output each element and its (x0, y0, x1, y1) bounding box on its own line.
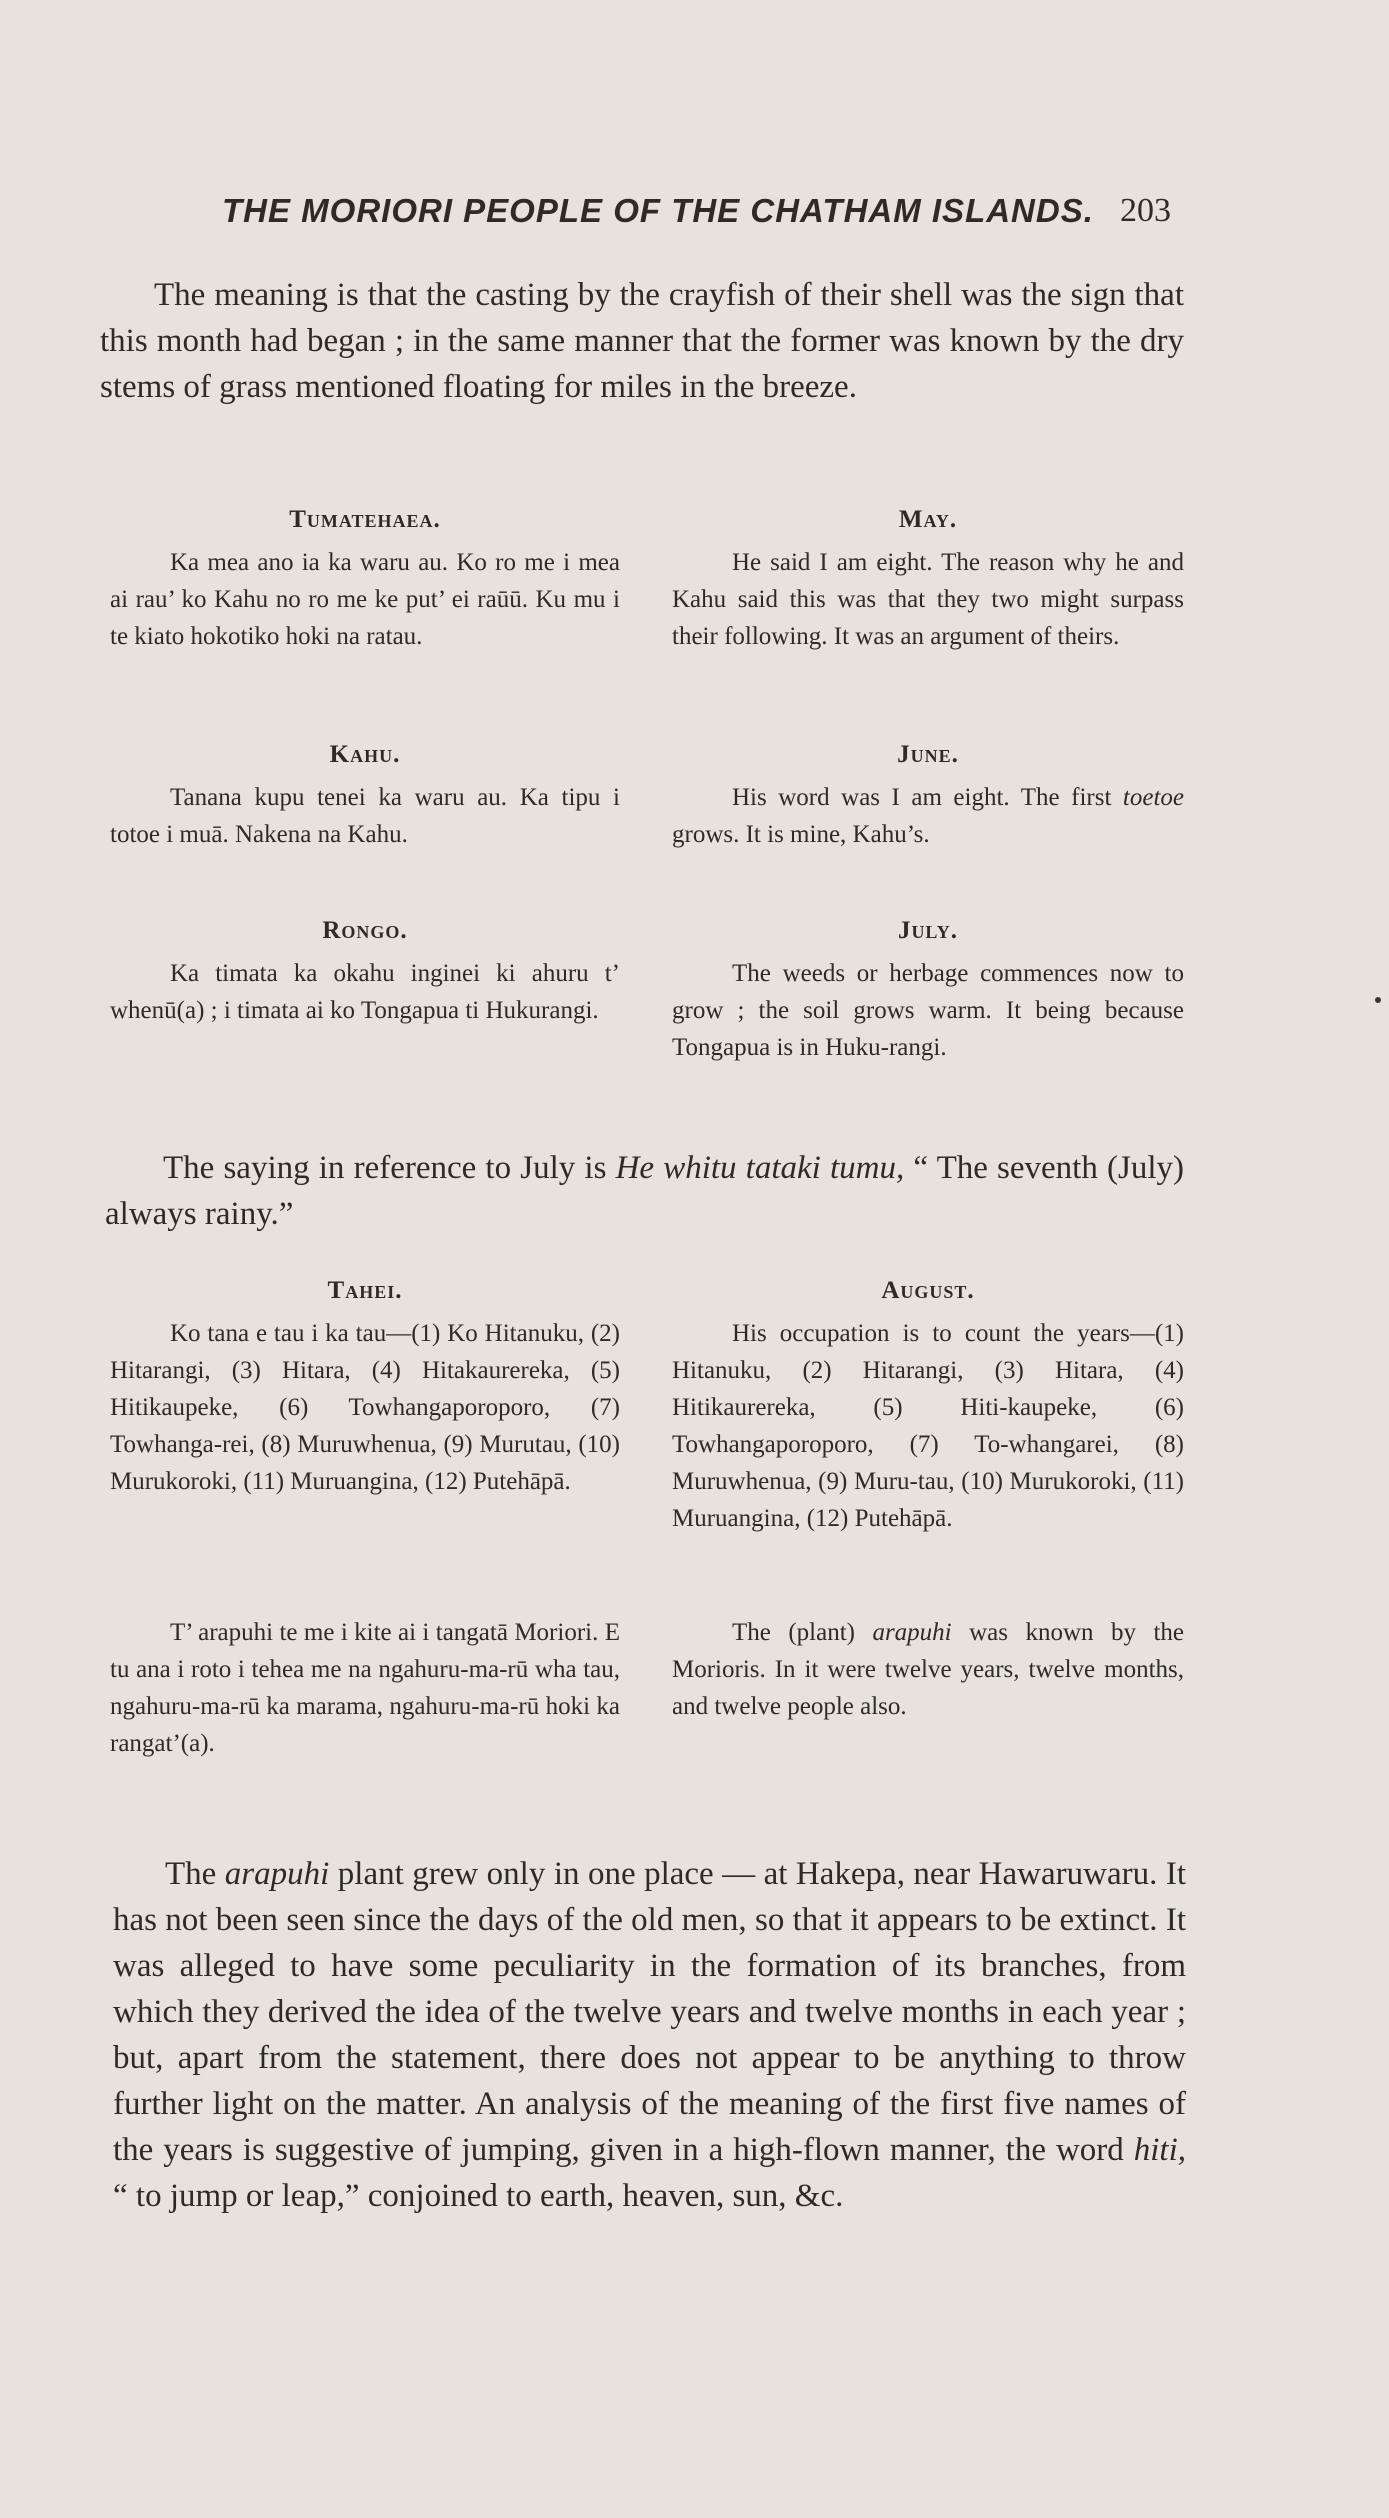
july-heading: July. (897, 917, 959, 944)
july-saying-italic: He whitu tataki tumu, (615, 1150, 905, 1186)
tahei-heading: Tahei. (327, 1277, 403, 1304)
closing-before: The (165, 1856, 225, 1892)
closing-middle: plant grew only in one place — at Hakepa, near Hawaruwaru. It has not been seen since the days of the old men, so that it appears to be extinct. It was alleged to have some peculiarity in the formation of its branches, from which they derived the idea of the twelve years and twelve months in each year ; but, apart from the statement, there does not appear to be anything to throw further light on the matter. An analysis of the meaning of the first five names of the years is suggestive of jumping, given in a high-flown manner, the word (113, 1856, 1186, 2168)
arapuhi-moriori-text (110, 1614, 620, 1762)
kahu-text (110, 779, 620, 853)
june-heading: June. (897, 741, 959, 768)
tumatehaea-text (110, 544, 620, 655)
tumatehaea-column (110, 502, 620, 655)
arapuhi-english-before: The (plant) (732, 1619, 873, 1646)
june-text-before: His word was I am eight. The first (732, 784, 1123, 811)
june-text-italic: toetoe (1122, 784, 1184, 811)
arapuhi-english-text (672, 1614, 1184, 1725)
may-text (672, 544, 1184, 655)
may-text-content: He said I am eight. The reason why he and Kahu said this was that they two might surpass their following. It was an argument of theirs. (672, 549, 1184, 650)
arapuhi-english-after: was known by the Morioris. In it were twelve years, twelve months, and twelve people also. (672, 1619, 1184, 1720)
closing-italic-hiti: hiti, (1133, 2132, 1186, 2168)
rongo-text-content: Ka timata ka okahu inginei ki ahuru t’ whenū(a) ; i timata ai ko Tongapua ti Hukurangi. (110, 960, 620, 1024)
august-text-content: His occupation is to count the years—(1) Hitanuku, (2) Hitarangi, (3) Hitara, (4) Hitikaurereka, (5) Hiti-kaupeke, (6) Towhangaporoporo, (7) To-whangarei, (8) Muruwhenua, (9) Muru-tau, (10) Murukoroki, (11) Muruangina, (12) Putehāpā. (672, 1320, 1184, 1532)
intro-paragraph (100, 272, 1184, 410)
june-text-after: grows. It is mine, Kahu’s. (672, 821, 930, 848)
intro-paragraph-text: The meaning is that the casting by the crayfish of their shell was the sign that this month had began ; in the same manner that the former was known by the dry stems of grass mentioned floating for miles in the breeze. (100, 277, 1184, 405)
august-column (672, 1273, 1184, 1537)
arapuhi-moriori-column (110, 1614, 620, 1762)
july-saying-paragraph (105, 1145, 1184, 1237)
closing-italic-arapuhi: arapuhi (224, 1856, 330, 1892)
arapuhi-moriori-text-content: T’ arapuhi te me i kite ai i tangatā Moriori. E tu ana i roto i tehea me na ngahuru-ma-rū wha tau, ngahuru-ma-rū ka marama, ngahuru-ma-rū hoki ka rangat’(a). (110, 1619, 620, 1757)
august-text (672, 1315, 1184, 1537)
tahei-text-content: Ko tana e tau i ka tau—(1) Ko Hitanuku, (2) Hitarangi, (3) Hitara, (4) Hitakaurereka, (5) Hitikaupeke, (6) Towhangaporoporo, (7) Towhanga-rei, (8) Muruwhenua, (9) Murutau, (10) Murukoroki, (11) Muruangina, (12) Putehāpā. (110, 1320, 620, 1495)
kahu-text-content: Tanana kupu tenei ka waru au. Ka tipu i totoe i muā. Nakena na Kahu. (110, 784, 620, 848)
tahei-text (110, 1315, 620, 1500)
kahu-heading: Kahu. (329, 741, 401, 768)
margin-speck (1375, 997, 1381, 1003)
tumatehaea-heading: Tumatehaea. (289, 506, 441, 533)
rongo-text (110, 955, 620, 1029)
arapuhi-english-italic: arapuhi (872, 1619, 952, 1646)
july-column (672, 913, 1184, 1066)
arapuhi-english-column (672, 1614, 1184, 1725)
july-text-content: The weeds or herbage commences now to grow ; the soil grows warm. It being because Tongapua is in Huku-rangi. (672, 960, 1184, 1061)
closing-after: “ to jump or leap,” conjoined to earth, heaven, sun, &c. (113, 2178, 844, 2214)
july-saying-before: The saying in reference to July is (163, 1150, 616, 1186)
may-heading: May. (898, 506, 958, 533)
august-heading: August. (881, 1277, 975, 1304)
page-number: 203 (1120, 192, 1171, 229)
june-column (672, 737, 1184, 853)
rongo-heading: Rongo. (322, 917, 408, 944)
july-text (672, 955, 1184, 1066)
running-title: THE MORIORI PEOPLE OF THE CHATHAM ISLANDS. (222, 192, 1094, 229)
may-column (672, 502, 1184, 655)
kahu-column (110, 737, 620, 853)
tahei-column (110, 1273, 620, 1500)
rongo-column (110, 913, 620, 1029)
june-text (672, 779, 1184, 853)
tumatehaea-text-content: Ka mea ano ia ka waru au. Ko ro me i mea ai rau’ ko Kahu no ro me ke put’ ei raūū. Ku mu i te kiato hokotiko hoki na ratau. (110, 549, 620, 650)
closing-paragraph (113, 1851, 1186, 2219)
july-saying-after: “ The seventh (July) always rainy.” (105, 1150, 1184, 1232)
